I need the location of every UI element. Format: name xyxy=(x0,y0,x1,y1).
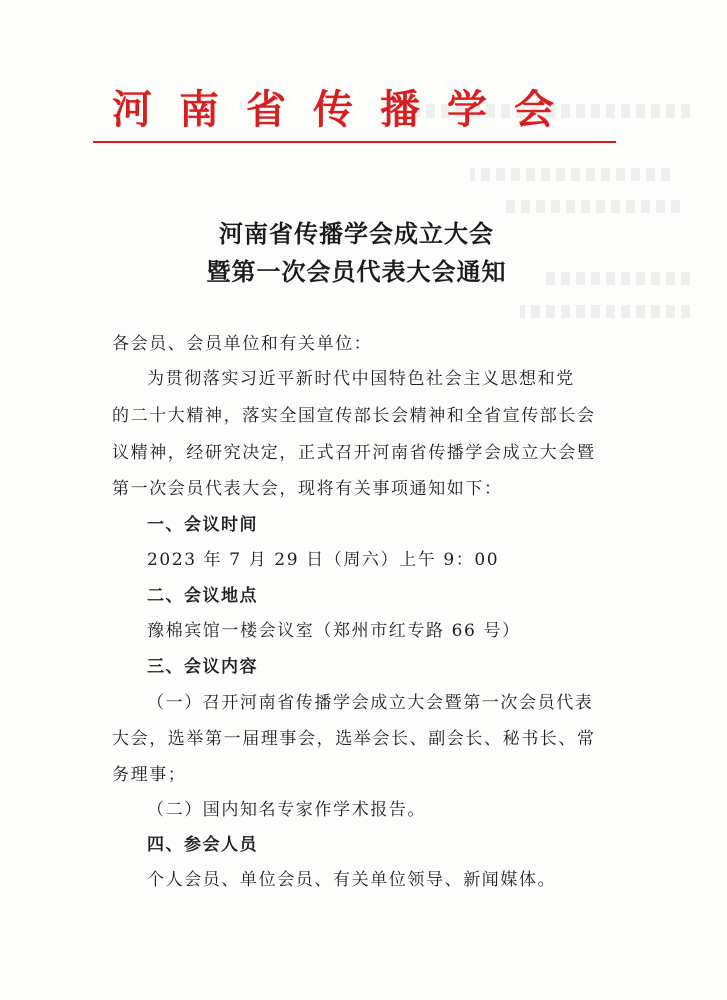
section-heading-content: 三、会议内容 xyxy=(147,657,258,677)
content-paragraph-line: （一）召开河南省传播学会成立大会暨第一次会员代表 xyxy=(147,693,594,713)
meeting-time: 2023 年 7 月 29 日（周六）上午 9：00 xyxy=(147,550,500,570)
letterhead-divider xyxy=(93,141,616,143)
content-paragraph-line: （二）国内知名专家作学术报告。 xyxy=(147,800,426,820)
bleed-through-texture xyxy=(470,168,670,181)
notice-title-line-2: 暨第一次会员代表大会通知 xyxy=(206,258,507,286)
intro-paragraph-line: 为贯彻落实习近平新时代中国特色社会主义思想和党 xyxy=(147,369,575,389)
intro-paragraph-line: 第一次会员代表大会，现将有关事项通知如下： xyxy=(112,479,503,499)
salutation: 各会员、会员单位和有关单位： xyxy=(112,334,373,354)
section-heading-time: 一、会议时间 xyxy=(147,515,258,535)
content-paragraph-line: 大会，选举第一届理事会，选举会长、副会长、秘书长、常 xyxy=(112,729,596,749)
intro-paragraph-line: 议精神，经研究决定，正式召开河南省传播学会成立大会暨 xyxy=(112,443,596,463)
meeting-place: 豫棉宾馆一楼会议室（郑州市红专路 66 号） xyxy=(147,621,521,641)
intro-paragraph-line: 的二十大精神，落实全国宣传部长会精神和全省宣传部长会 xyxy=(112,406,596,426)
section-heading-participants: 四、参会人员 xyxy=(147,835,258,855)
letterhead-org-name: 河南省传播学会 xyxy=(112,86,581,133)
content-paragraph-line: 务理事； xyxy=(112,765,187,785)
bleed-through-texture xyxy=(500,200,680,213)
bleed-through-texture xyxy=(520,305,690,318)
section-heading-place: 二、会议地点 xyxy=(147,586,258,606)
notice-title-line-1: 河南省传播学会成立大会 xyxy=(219,220,494,248)
participants: 个人会员、单位会员、有关单位领导、新闻媒体。 xyxy=(147,870,557,890)
